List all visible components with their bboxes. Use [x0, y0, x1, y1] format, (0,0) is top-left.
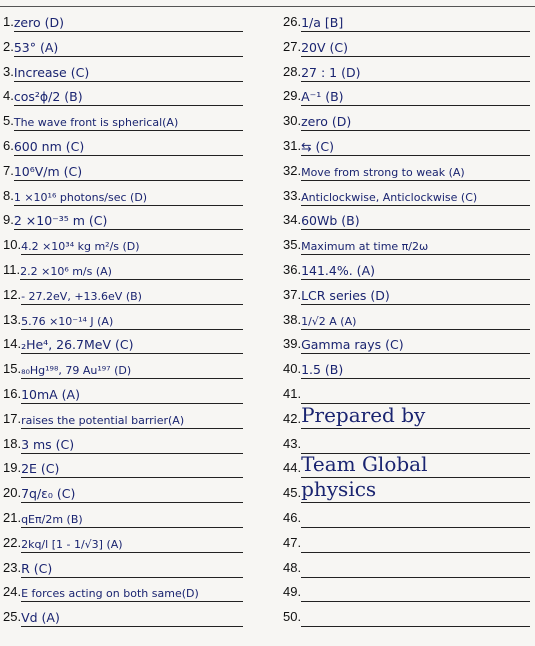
question-number: 10.: [3, 237, 22, 252]
question-number: 27.: [283, 39, 302, 54]
answers_right-row: [283, 184, 530, 206]
answer-line: [301, 83, 530, 106]
answer-line: [20, 257, 243, 280]
answer-line: [21, 307, 243, 330]
question-number: 39.: [283, 336, 302, 351]
answer-line: [14, 158, 243, 181]
answers_left-row: [3, 35, 243, 57]
answer-line: [21, 406, 243, 429]
answers_right-row: [283, 357, 530, 379]
question-number: 44.: [283, 460, 302, 475]
answer-line: [21, 356, 243, 379]
answers_left-row: [3, 60, 243, 82]
answer-text: Team Global: [301, 452, 428, 476]
answers_right-row: [283, 531, 530, 553]
question-number: 16.: [3, 386, 22, 401]
answer-text: Maximum at time π/2ω: [301, 240, 429, 253]
answer-line: [14, 207, 243, 230]
answer-line: [301, 356, 530, 379]
question-number: 3.: [3, 64, 14, 79]
answer-text: R (C): [21, 561, 53, 576]
answer-line: [301, 257, 530, 280]
answer-text: 600 nm (C): [13, 139, 85, 154]
answer-line: [21, 381, 243, 404]
question-number: 45.: [283, 485, 302, 500]
answer-line: [301, 59, 530, 82]
answer-text: 2E (C): [21, 461, 60, 476]
answer-line: [301, 331, 530, 354]
question-number: 47.: [283, 535, 302, 550]
answer-line: [14, 34, 243, 57]
answers_right-row: [283, 332, 530, 354]
answer-text: Move from strong to weak (A): [301, 166, 465, 179]
answers_left-row: [3, 382, 243, 404]
top-rule: [0, 6, 535, 7]
answers_left-row: [3, 432, 243, 454]
answer-line: [301, 108, 530, 131]
answers_left-row: [3, 580, 243, 602]
question-number: 50.: [283, 609, 302, 624]
answers_right-row: [283, 556, 530, 578]
question-number: 33.: [283, 188, 302, 203]
answer-line: [301, 133, 530, 156]
question-number: 41.: [283, 386, 302, 401]
answer-line: [301, 505, 530, 528]
question-number: 2.: [3, 39, 14, 54]
answers_left-row: [3, 159, 243, 181]
answer-text: 4.2 ×10³⁴ kg m²/s (D): [21, 240, 140, 253]
question-number: 4.: [3, 88, 14, 103]
answer-line: [301, 232, 530, 255]
answer-line: [301, 34, 530, 57]
answer-text: ₂He⁴, 26.7MeV (C): [21, 337, 134, 352]
answers_left-row: [3, 481, 243, 503]
question-number: 48.: [283, 560, 302, 575]
answers_left-row: [3, 531, 243, 553]
answers_left-row: [3, 506, 243, 528]
answer-line: [21, 505, 243, 528]
answer-line: [21, 232, 243, 255]
question-number: 42.: [283, 411, 302, 426]
answer-text: 2 ×10⁻³⁵ m (C): [13, 213, 108, 228]
answers_right-row: [283, 134, 530, 156]
answer-line: [301, 452, 530, 478]
answers_right-row: [283, 382, 530, 404]
answers_right-row: [283, 60, 530, 82]
answer-line: [301, 307, 530, 330]
answers_right-row: [283, 432, 530, 454]
question-number: 30.: [283, 113, 302, 128]
answers_left-row: [3, 233, 243, 255]
answers_left-row: [3, 184, 243, 206]
answer-line: [301, 555, 530, 578]
answers_left-row: [3, 456, 243, 478]
answer-text: Prepared by: [301, 403, 426, 427]
answer-text: 3 ms (C): [21, 437, 75, 452]
question-number: 26.: [283, 14, 302, 29]
answer-line: [21, 282, 243, 305]
answer-line: [21, 530, 243, 553]
question-number: 15.: [3, 361, 22, 376]
answers_right-row: [283, 477, 530, 503]
question-number: 13.: [3, 312, 22, 327]
answer-line: [21, 480, 243, 503]
question-number: 49.: [283, 584, 302, 599]
answer-line: [301, 579, 530, 602]
answer-line: [301, 530, 530, 553]
answer-line: [301, 282, 530, 305]
question-number: 36.: [283, 262, 302, 277]
answers_left-row: [3, 84, 243, 106]
answer-text: 5.76 ×10⁻¹⁴ J (A): [21, 315, 114, 328]
answer-text: 1 ×10¹⁶ photons/sec (D): [13, 191, 148, 204]
answer-line: [21, 555, 243, 578]
answer-text: 1/a [B]: [301, 15, 344, 30]
question-number: 18.: [3, 436, 22, 451]
answer-line: [301, 381, 530, 404]
answer-text: 60Wb (B): [301, 213, 360, 228]
question-number: 17.: [3, 411, 22, 426]
answer-line: [301, 403, 530, 429]
question-number: 28.: [283, 64, 302, 79]
question-number: 25.: [3, 609, 22, 624]
answer-line: [301, 183, 530, 206]
answer-text: zero (D): [301, 114, 352, 129]
answers_left-row: [3, 208, 243, 230]
answer-text: 53° (A): [13, 40, 59, 55]
answer-line: [14, 9, 243, 32]
answer-text: E forces acting on both same(D): [21, 587, 199, 600]
answer-line: [14, 59, 243, 82]
answers_right-row: [283, 258, 530, 280]
question-number: 7.: [3, 163, 14, 178]
answers_right-row: [283, 506, 530, 528]
question-number: 43.: [283, 436, 302, 451]
question-number: 32.: [283, 163, 302, 178]
answers_left-row: [3, 10, 243, 32]
answer-text: raises the potential barrier(A): [21, 414, 185, 427]
answer-text: Increase (C): [13, 65, 90, 80]
answer-text: 10⁶V/m (C): [13, 164, 83, 179]
answer-text: 20V (C): [301, 40, 348, 55]
answers_left-row: [3, 134, 243, 156]
question-number: 19.: [3, 460, 22, 475]
answers_right-row: [283, 35, 530, 57]
answers_left-row: [3, 332, 243, 354]
question-number: 38.: [283, 312, 302, 327]
answers_right-row: [283, 159, 530, 181]
answer-line: [21, 431, 243, 454]
question-number: 40.: [283, 361, 302, 376]
answer-text: 1.5 (B): [301, 362, 344, 377]
answers_right-row: [283, 109, 530, 131]
answer-line: [301, 477, 530, 503]
question-number: 6.: [3, 138, 14, 153]
answer-line: [21, 455, 243, 478]
question-number: 23.: [3, 560, 22, 575]
answer-text: cos²ϕ/2 (B): [13, 89, 83, 104]
answers_left-row: [3, 357, 243, 379]
answer-line: [301, 431, 530, 454]
question-number: 22.: [3, 535, 22, 550]
answer-line: [21, 331, 243, 354]
question-number: 12.: [3, 287, 22, 302]
question-number: 1.: [3, 14, 14, 29]
answer-line: [21, 579, 243, 602]
answers_right-row: [283, 452, 530, 478]
answer-line: [301, 604, 530, 627]
answer-text: 27 : 1 (D): [301, 65, 361, 80]
answer-text: physics: [301, 477, 377, 501]
answer-text: - 27.2eV, +13.6eV (B): [21, 290, 142, 303]
answer-text: qEπ/2m (B): [21, 513, 83, 526]
answer-text: 141.4%. (A): [301, 263, 375, 278]
answers_right-row: [283, 403, 530, 429]
answer-text: Anticlockwise, Anticlockwise (C): [301, 191, 478, 204]
question-number: 20.: [3, 485, 22, 500]
question-number: 14.: [3, 336, 22, 351]
question-number: 11.: [3, 262, 21, 277]
question-number: 8.: [3, 188, 14, 203]
answers_left-row: [3, 109, 243, 131]
question-number: 37.: [283, 287, 302, 302]
answers_left-row: [3, 258, 243, 280]
answers_left-row: [3, 556, 243, 578]
question-number: 34.: [283, 212, 302, 227]
answers_left-row: [3, 407, 243, 429]
answers_right-row: [283, 233, 530, 255]
answers_right-row: [283, 580, 530, 602]
answer-text: LCR series (D): [301, 288, 390, 303]
answer-text: ⇆ (C): [301, 139, 335, 154]
answer-text: ₈₀Hg¹⁹⁸, 79 Au¹⁹⁷ (D): [21, 364, 132, 377]
answer-text: 10mA (A): [21, 387, 80, 402]
answers_left-row: [3, 283, 243, 305]
question-number: 21.: [3, 510, 22, 525]
answer-line: [14, 108, 243, 131]
question-number: 9.: [3, 212, 14, 227]
answers_right-row: [283, 10, 530, 32]
answer-text: Vd (A): [21, 610, 60, 625]
answer-text: zero (D): [13, 15, 64, 30]
question-number: 29.: [283, 88, 302, 103]
answer-text: A⁻¹ (B): [301, 89, 344, 104]
answer-text: Gamma rays (C): [301, 337, 404, 352]
answer-line: [14, 133, 243, 156]
answer-line: [301, 207, 530, 230]
answer-line: [301, 9, 530, 32]
question-number: 24.: [3, 584, 22, 599]
question-number: 46.: [283, 510, 302, 525]
answers_right-row: [283, 605, 530, 627]
question-number: 31.: [283, 138, 302, 153]
question-number: 35.: [283, 237, 302, 252]
question-number: 5.: [3, 113, 14, 128]
answers_right-row: [283, 208, 530, 230]
answer-line: [301, 158, 530, 181]
answer-line: [14, 183, 243, 206]
answers_right-row: [283, 283, 530, 305]
answer-text: 7q/ε₀ (C): [21, 486, 76, 501]
answers_left-row: [3, 308, 243, 330]
answer-line: [14, 83, 243, 106]
answer-text: 2.2 ×10⁶ m/s (A): [20, 265, 112, 278]
answer-text: 2kq/l [1 - 1/√3] (A): [21, 538, 123, 551]
answers_left-row: [3, 605, 243, 627]
answers_right-row: [283, 308, 530, 330]
answers_right-row: [283, 84, 530, 106]
answer-line: [21, 604, 243, 627]
answer-text: 1/√2 A (A): [301, 315, 357, 328]
answer-text: The wave front is spherical(A): [13, 116, 179, 129]
